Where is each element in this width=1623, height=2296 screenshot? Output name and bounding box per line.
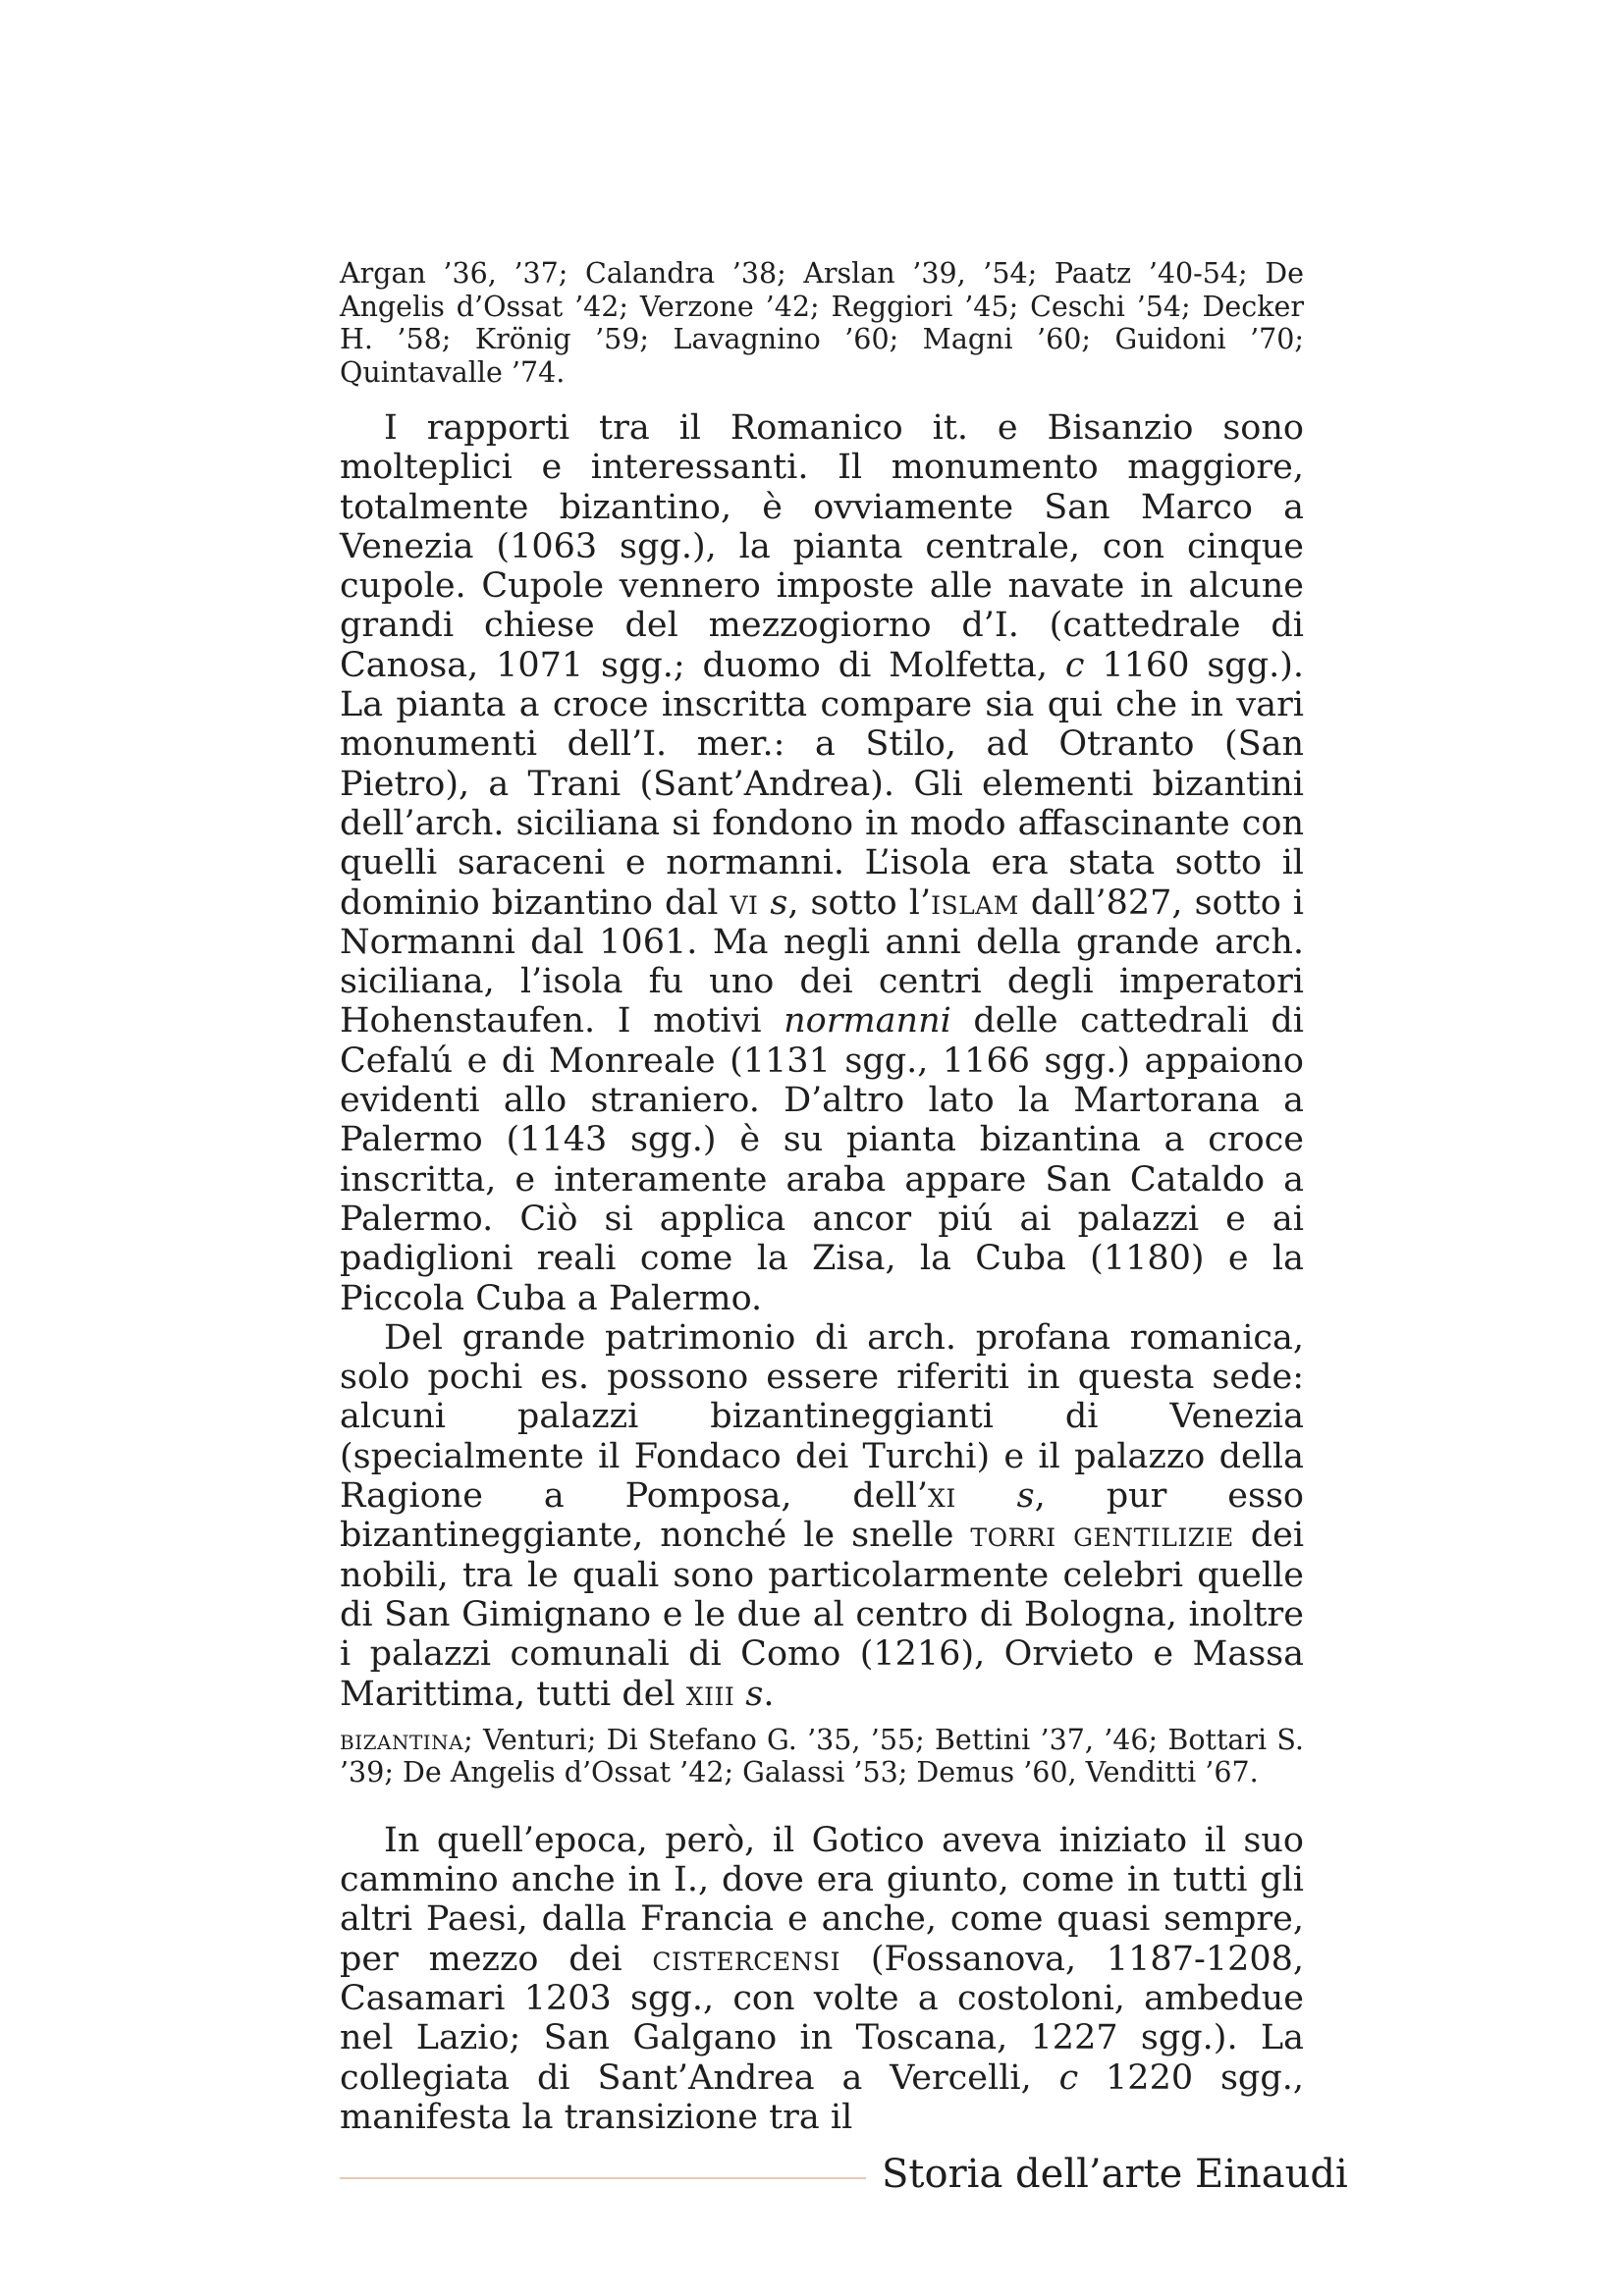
bibliography-references: Argan ’36, ’37; Calandra ’38; Arslan ’39, ’54; Paatz ’40-54; De Angelis d’Ossat ’42; Verzone ’42; Reggiori ’45; Ceschi ’54; Decker H. ’58; Krönig ’59; Lavagnino ’60; Magni ’60; Guidoni ’70; Quintavalle ’74.	[340, 257, 1304, 389]
paragraph-secular-architecture: Del grande patrimonio di arch. profana romanica, solo pochi es. possono essere riferiti in questa sede: alcuni palazzi bizantineggianti di Venezia (specialmente il Fondaco dei Turchi) e il palazzo della Ragione a Pomposa, dell’xi s, pur esso bizantineggiante, nonché le snelle torri gentilizie dei nobili, tra le quali sono particolarmente celebri quelle di San Gimignano e le due al centro di Bologna, inoltre i palazzi comunali di Como (1216), Orvieto e Massa Marittima, tutti del xiii s.	[340, 1317, 1305, 1714]
footer-publication-title: Storia dell’arte Einaudi	[882, 2152, 1348, 2197]
cross-reference-torri-gentilizie: torri gentilizie	[970, 1516, 1234, 1556]
cross-reference-cistercensi: cistercensi	[652, 1939, 841, 1979]
cross-reference-bizantina: bizantina	[340, 1723, 464, 1756]
paragraph-gothic: In quell’epoca, però, il Gotico aveva iniziato il suo cammino anche in I., dove era giunto, come in tutti gli altri Paesi, dalla Francia e anche, come quasi sempre, per mezzo dei cistercensi (Fossanova, 1187-1208, Casamari 1203 sgg., con volte a costoloni, ambedue nel Lazio; San Galgano in Toscana, 1227 sgg.). La collegiata di Sant’Andrea a Vercelli, c 1220 sgg., manifesta la transizione tra il	[340, 1820, 1304, 2137]
bibliography-references-byzantine: bizantina; Venturi; Di Stefano G. ’35, ’55; Bettini ’37, ’46; Bottari S. ’39; De Angelis d’Ossat ’42; Galassi ’53; Demus ’60, Venditti ’67.	[340, 1723, 1304, 1789]
cross-reference-islam: islam	[931, 882, 1019, 923]
body-text	[340, 257, 1304, 2137]
paragraph-byzantine-relations: I rapporti tra il Romanico it. e Bisanzio sono molteplici e interessanti. Il monumento maggiore, totalmente bizantino, è ovviamente San Marco a Venezia (1063 sgg.), la pianta centrale, con cinque cupole. Cupole vennero imposte alle navate in alcune grandi chiese del mezzogiorno d’I. (cattedrale di Canosa, 1071 sgg.; duomo di Molfetta, c 1160 sgg.). La pianta a croce inscritta compare sia qui che in vari monumenti dell’I. mer.: a Stilo, ad Otranto (San Pietro), a Trani (Sant’Andrea). Gli elementi bizantini dell’arch. siciliana si fondono in modo affascinante con quelli saraceni e normanni. L’isola era stata sotto il dominio bizantino dal vi s, sotto l’islam dall’827, sotto i Normanni dal 1061. Ma negli anni della grande arch. siciliana, l’isola fu uno dei centri degli imperatori Hohenstaufen. I motivi normanni delle cattedrali di Cefalú e di Monreale (1131 sgg., 1166 sgg.) appaiono evidenti allo straniero. D’altro lato la Martorana a Palermo (1143 sgg.) è su pianta bizantina a croce inscritta, e interamente araba appare San Cataldo a Palermo. Ciò si applica ancor piú ai palazzi e ai padiglioni reali come la Zisa, la Cuba (1180) e la Piccola Cuba a Palermo.	[340, 408, 1305, 1318]
footer-divider	[340, 2177, 866, 2179]
